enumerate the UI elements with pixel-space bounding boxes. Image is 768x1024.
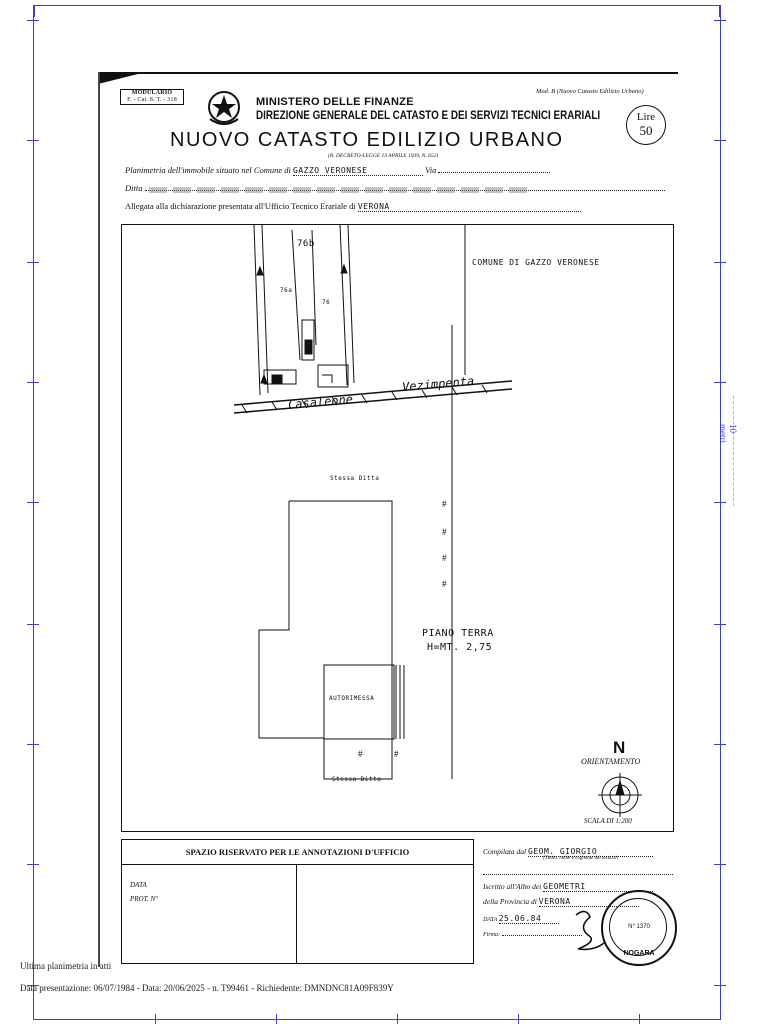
direzione-name: DIREZIONE GENERALE DEL CATASTO E DEI SERVIZI TECNICI ERARIALI [256,110,601,122]
office-divider [296,864,297,964]
titolo-note: (Titolo, nome e cognome del tecnico) [543,856,619,861]
planimetria-label: Planimetria dell'immobile situato nel Comune di [125,165,291,175]
modulario-code: F. - Cat. S. T. - 318 [127,97,177,103]
parcel-a-label: 76a [280,287,293,294]
stessa-ditta-top: Stessa Ditta [330,475,380,482]
provincia-label: della Provincia di [483,897,537,906]
office-prot-label: PROT. N° [130,895,158,903]
north-letter: N [613,738,626,757]
document-sheet [98,72,678,967]
side-scale-line [733,396,735,506]
decree-note: (R. DECRETO-LEGGE 13 APRILE 1939, N. 652) [328,153,439,159]
frame-tick [27,744,39,745]
frame-tick [714,985,726,986]
modulario-box [120,89,184,105]
altezza-label: H=MT. 2,75 [427,642,493,653]
document-title: NUOVO CATASTO EDILIZIO URBANO [170,129,564,151]
stamp-number: N° 1370 [628,924,650,930]
via-value [438,172,550,173]
frame-tick [518,1014,519,1024]
provincia-value: VERONA [539,897,639,907]
frame-tick [155,1014,156,1024]
data2-label: DATA [483,917,498,923]
compilata-label: Compilata dal [483,847,527,856]
ufficio-value: VERONA [358,202,581,212]
planimetria-row [125,165,550,176]
office-data-label: DATA [130,881,147,889]
floor-plan-svg [122,225,672,830]
frame-tick [714,864,726,865]
frame-tick [27,382,39,383]
frame-tick [27,20,39,21]
frame-tick [719,5,721,17]
sheet-left-edge [98,72,100,967]
office-annotations-box [121,839,474,964]
lire-value: 50 [639,123,653,138]
firma-row [483,932,582,938]
svg-text:#: # [442,579,447,589]
frame-tick [27,864,39,865]
firma-label: Firma: [483,932,500,938]
allegata-label: Allegata alla dichiarazione presentata all'Ufficio Tecnico Erariale di [125,201,356,211]
ministry-name: MINISTERO DELLE FINANZE [256,96,414,108]
mod-b-label: Mod. B (Nuovo Catasto Edilizio Urbano) [536,88,644,95]
footer-line-1: Ultima planimetria in atti [20,961,112,971]
lire-stamp [626,105,666,145]
via-label: Via [425,165,437,175]
frame-tick [639,1014,640,1024]
compilata-value: GEOM. GIORGIO [528,847,653,857]
iscritto-value: GEOMETRI [543,882,653,892]
scala-label: SCALA DI 1:200 [584,817,632,825]
frame-tick [27,140,39,141]
lire-label: Lire [636,111,656,123]
allegata-row [125,201,581,212]
frame-tick [276,1014,277,1024]
svg-text:#: # [394,749,399,759]
frame-tick [27,624,39,625]
frame-tick [33,5,35,17]
ditta-value [145,190,665,191]
frame-tick [714,20,726,21]
orientamento-label: ORIENTAMENTO [581,757,641,766]
svg-text:#: # [358,749,363,759]
plan-drawing-area [121,224,674,832]
modulario-label: MODULARIO [131,90,173,96]
data2-value: 25.06.84 [499,914,559,924]
frame-tick [714,140,726,141]
parcel-main-label: 76b [297,239,315,249]
comune-value: GAZZO VERONESE [293,166,423,176]
sheet-top-edge [98,72,678,74]
svg-text:#: # [442,553,447,563]
compilata-extra-line [483,874,673,875]
frame-tick [714,624,726,625]
iscritto-label: Iscritto all'Albo dei [483,882,542,891]
ditta-row [125,183,665,193]
svg-text:#: # [442,527,447,537]
professional-stamp [601,890,677,966]
data2-row [483,914,559,924]
ditta-label: Ditta [125,183,143,193]
stamp-city: NOGARA [623,950,655,957]
piano-terra-label: PIANO TERRA [422,628,494,639]
frame-tick [714,502,726,503]
parcel-b-label: 76 [322,299,331,306]
frame-tick [714,744,726,745]
spazio-riservato-label: SPAZIO RISERVATO PER LE ANNOTAZIONI D'UFFICIO [122,840,473,865]
frame-tick [714,382,726,383]
road-left-label: Casaleone [287,392,354,412]
stessa-ditta-bottom: Stessa Ditta [332,776,382,783]
frame-tick [714,262,726,263]
republic-emblem-icon [206,89,242,129]
autorimessa-label: AUTORIMESSA [329,695,375,702]
comune-map-label: COMUNE DI GAZZO VERONESE [472,258,600,267]
road-right-label: Vezimpenta [401,373,475,395]
frame-tick [27,262,39,263]
footer-line-2: Data presentazione: 06/07/1984 - Data: 20/06/2025 - n. T99461 - Richiedente: DMNDNC81A09F839Y [20,983,394,993]
side-scale-note: 10 metri [718,424,738,443]
frame-tick [397,1014,398,1024]
frame-tick [27,502,39,503]
svg-text:#: # [442,499,447,509]
